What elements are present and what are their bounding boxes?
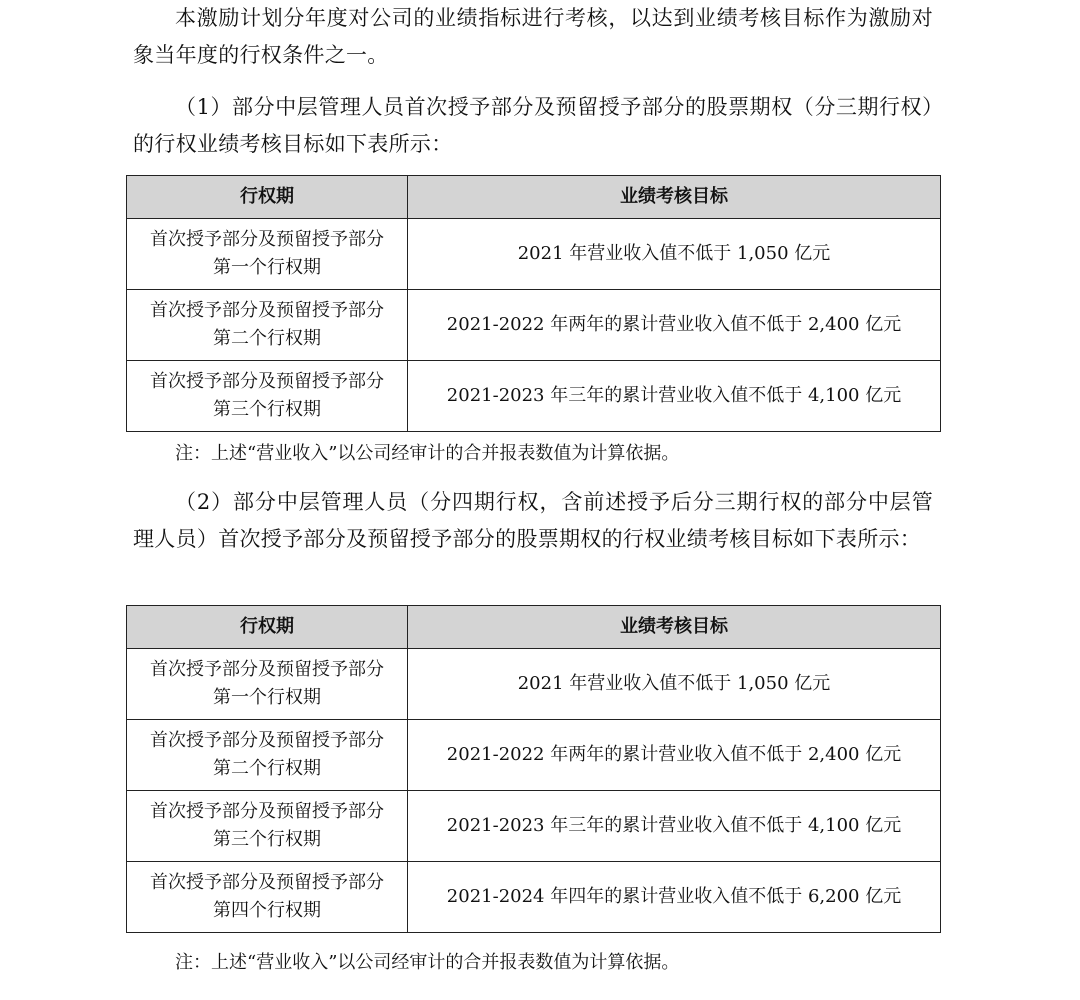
period-line-2: 第三个行权期 [213, 829, 321, 850]
period-line-2: 第一个行权期 [213, 257, 321, 278]
period-line-1: 首次授予部分及预留授予部分 [150, 801, 384, 822]
period-cell [127, 290, 408, 361]
period-line-2: 第四个行权期 [213, 900, 321, 921]
table-row [127, 361, 941, 432]
table-header-row [127, 606, 941, 649]
period-cell [127, 361, 408, 432]
period-line-2: 第一个行权期 [213, 687, 321, 708]
period-cell [127, 862, 408, 933]
period-cell [127, 219, 408, 290]
intro-paragraph: 本激励计划分年度对公司的业绩指标进行考核，以达到业绩考核目标作为激励对象当年度的行权条件之一。 [133, 6, 933, 67]
header-target: 业绩考核目标 [408, 176, 941, 219]
period-cell [127, 649, 408, 720]
table-row [127, 290, 941, 361]
target-cell: 2021-2022 年两年的累计营业收入值不低于 2,400 亿元 [408, 290, 941, 361]
period-line-1: 首次授予部分及预留授予部分 [150, 659, 384, 680]
target-cell: 2021-2023 年三年的累计营业收入值不低于 4,100 亿元 [408, 791, 941, 862]
table-row [127, 862, 941, 933]
period-line-2: 第三个行权期 [213, 399, 321, 420]
period-line-1: 首次授予部分及预留授予部分 [150, 300, 384, 321]
period-line-2: 第二个行权期 [213, 328, 321, 349]
table-row [127, 649, 941, 720]
period-line-1: 首次授予部分及预留授予部分 [150, 872, 384, 893]
target-cell: 2021 年营业收入值不低于 1,050 亿元 [408, 219, 941, 290]
period-line-1: 首次授予部分及预留授予部分 [150, 229, 384, 250]
target-cell: 2021-2023 年三年的累计营业收入值不低于 4,100 亿元 [408, 361, 941, 432]
target-cell: 2021-2024 年四年的累计营业收入值不低于 6,200 亿元 [408, 862, 941, 933]
table-row [127, 219, 941, 290]
period-line-2: 第二个行权期 [213, 758, 321, 779]
table-1-note: 注：上述“营业收入”以公司经审计的合并报表数值为计算依据。 [175, 443, 680, 464]
performance-table-three-periods [126, 175, 941, 432]
target-cell: 2021 年营业收入值不低于 1,050 亿元 [408, 649, 941, 720]
table-row [127, 720, 941, 791]
header-period: 行权期 [127, 176, 408, 219]
section-2-paragraph: （2）部分中层管理人员（分四期行权，含前述授予后分三期行权的部分中层管理人员）首次授予部分及预留授予部分的股票期权的行权业绩考核目标如下表所示： [133, 490, 933, 551]
header-period: 行权期 [127, 606, 408, 649]
table-row [127, 791, 941, 862]
section-1-paragraph: （1）部分中层管理人员首次授予部分及预留授予部分的股票期权（分三期行权）的行权业绩考核目标如下表所示： [133, 95, 933, 156]
table-2-note: 注：上述“营业收入”以公司经审计的合并报表数值为计算依据。 [175, 952, 680, 973]
target-cell: 2021-2022 年两年的累计营业收入值不低于 2,400 亿元 [408, 720, 941, 791]
period-cell [127, 720, 408, 791]
header-target: 业绩考核目标 [408, 606, 941, 649]
performance-table-four-periods [126, 605, 941, 933]
period-line-1: 首次授予部分及预留授予部分 [150, 371, 384, 392]
period-cell [127, 791, 408, 862]
table-header-row [127, 176, 941, 219]
period-line-1: 首次授予部分及预留授予部分 [150, 730, 384, 751]
